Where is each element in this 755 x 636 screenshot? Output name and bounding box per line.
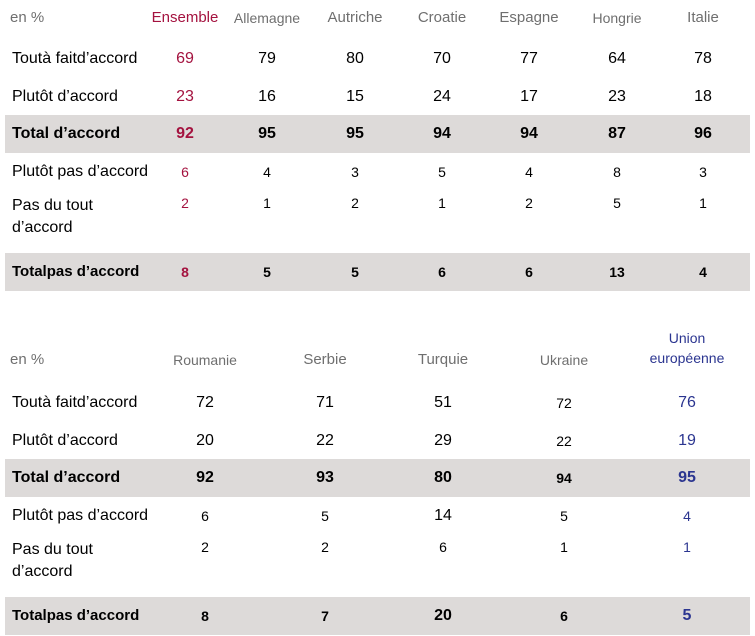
value-roumanie: 92 <box>196 469 214 486</box>
value-union-europeenne: 1 <box>683 539 691 555</box>
unit-label: en % <box>10 351 45 368</box>
value-italie: 4 <box>699 264 707 280</box>
value-croatie: 24 <box>433 87 451 105</box>
value-hongrie: 8 <box>613 164 621 180</box>
value-ukraine: 22 <box>556 432 572 449</box>
column-header-hongrie: Hongrie <box>592 10 642 26</box>
value-roumanie: 6 <box>201 508 209 524</box>
value-ensemble: 23 <box>176 87 194 105</box>
row-label: Pas du tout d’accord <box>12 197 93 236</box>
value-ukraine: 72 <box>556 395 572 411</box>
table-row-total <box>5 115 750 153</box>
value-italie: 96 <box>694 125 712 142</box>
column-header-croatie: Croatie <box>417 9 467 26</box>
value-espagne: 4 <box>525 164 533 180</box>
value-allemagne: 79 <box>258 50 276 67</box>
column-header-turquie: Turquie <box>417 351 469 368</box>
table-row <box>5 535 750 597</box>
value-turquie: 20 <box>434 607 452 624</box>
row-label: Total d’accord <box>12 125 121 142</box>
value-autriche: 5 <box>351 264 359 280</box>
value-italie: 3 <box>699 164 707 180</box>
column-header-espagne: Espagne <box>499 9 559 26</box>
value-croatie: 70 <box>433 50 451 67</box>
value-ukraine: 94 <box>556 470 572 486</box>
value-autriche: 95 <box>346 125 364 142</box>
value-roumanie: 20 <box>196 431 214 449</box>
value-turquie: 14 <box>434 507 452 524</box>
table-row <box>5 422 750 459</box>
table-row <box>5 40 750 78</box>
value-hongrie: 23 <box>608 87 626 105</box>
value-ukraine: 1 <box>560 539 568 555</box>
value-autriche: 80 <box>346 50 364 67</box>
value-allemagne: 4 <box>263 164 271 180</box>
table-row-total <box>5 597 750 635</box>
column-header-allemagne: Allemagne <box>233 10 301 26</box>
table-2-header-row <box>5 326 750 368</box>
value-turquie: 6 <box>439 539 447 555</box>
value-serbie: 93 <box>316 469 334 486</box>
table-row <box>5 153 750 191</box>
unit-label: en % <box>10 9 45 26</box>
value-autriche: 2 <box>351 195 359 211</box>
value-italie: 78 <box>694 50 712 67</box>
column-header-italie: Italie <box>687 9 719 26</box>
column-header-ukraine: Ukraine <box>539 352 589 368</box>
row-label: Plutôt d’accord <box>12 431 118 449</box>
value-roumanie: 2 <box>201 539 209 555</box>
row-label: Plutôt d’accord <box>12 87 118 105</box>
value-turquie: 29 <box>434 431 452 449</box>
row-label: Toutà faitd’accord <box>12 394 138 411</box>
value-italie: 18 <box>694 87 712 105</box>
value-allemagne: 16 <box>258 87 276 105</box>
table-row <box>5 497 750 535</box>
value-union-europeenne: 95 <box>678 469 696 486</box>
value-espagne: 77 <box>520 50 538 67</box>
row-label: Totalpas d’accord <box>12 607 140 624</box>
value-hongrie: 64 <box>608 50 626 67</box>
value-espagne: 94 <box>520 125 538 142</box>
value-ukraine: 5 <box>560 508 568 524</box>
value-ensemble: 2 <box>181 195 189 211</box>
table-row <box>5 191 750 253</box>
value-hongrie: 87 <box>608 125 626 142</box>
row-label: Totalpas d’accord <box>12 263 140 280</box>
value-turquie: 51 <box>434 394 452 411</box>
value-croatie: 6 <box>438 264 446 280</box>
row-label: Total d’accord <box>12 469 121 486</box>
value-serbie: 71 <box>316 394 334 411</box>
table-1 <box>5 0 750 292</box>
value-italie: 1 <box>699 195 707 211</box>
column-header-union-europeenne: Union européenne <box>649 330 725 366</box>
table-1-header-row <box>5 0 750 26</box>
row-label: Toutà faitd’accord <box>12 50 138 67</box>
value-ensemble: 6 <box>181 164 189 180</box>
column-header-roumanie: Roumanie <box>173 352 237 368</box>
value-roumanie: 72 <box>196 394 214 411</box>
column-header-serbie: Serbie <box>303 351 347 368</box>
table-row <box>5 78 750 115</box>
value-ensemble: 69 <box>176 50 194 67</box>
value-turquie: 80 <box>434 469 452 486</box>
table-row <box>5 384 750 422</box>
value-ensemble: 8 <box>181 264 189 280</box>
value-serbie: 2 <box>321 539 329 555</box>
row-label: Pas du tout d’accord <box>12 541 93 580</box>
table-row-total <box>5 459 750 497</box>
value-union-europeenne: 19 <box>678 431 696 449</box>
value-allemagne: 5 <box>263 264 271 280</box>
value-ukraine: 6 <box>560 608 568 624</box>
value-roumanie: 8 <box>201 608 209 624</box>
value-autriche: 15 <box>346 87 364 105</box>
table-row-total <box>5 253 750 291</box>
value-union-europeenne: 5 <box>682 607 692 624</box>
value-serbie: 7 <box>321 608 329 624</box>
value-croatie: 5 <box>438 164 446 180</box>
value-allemagne: 1 <box>263 195 271 211</box>
value-union-europeenne: 76 <box>678 394 696 411</box>
row-label: Plutôt pas d’accord <box>12 163 149 180</box>
value-allemagne: 95 <box>258 125 276 142</box>
table-2 <box>5 326 750 636</box>
value-croatie: 1 <box>438 195 446 211</box>
value-autriche: 3 <box>351 164 359 180</box>
value-espagne: 2 <box>525 195 533 211</box>
value-croatie: 94 <box>433 125 451 142</box>
value-serbie: 5 <box>321 508 329 524</box>
row-label: Plutôt pas d’accord <box>12 507 149 524</box>
value-espagne: 17 <box>520 87 538 105</box>
value-espagne: 6 <box>525 264 533 280</box>
value-hongrie: 13 <box>609 264 625 280</box>
value-union-europeenne: 4 <box>683 508 691 524</box>
value-hongrie: 5 <box>613 195 621 211</box>
value-ensemble: 92 <box>176 125 194 142</box>
value-serbie: 22 <box>316 431 334 449</box>
column-header-ensemble: Ensemble <box>151 9 219 26</box>
column-header-autriche: Autriche <box>327 9 383 26</box>
